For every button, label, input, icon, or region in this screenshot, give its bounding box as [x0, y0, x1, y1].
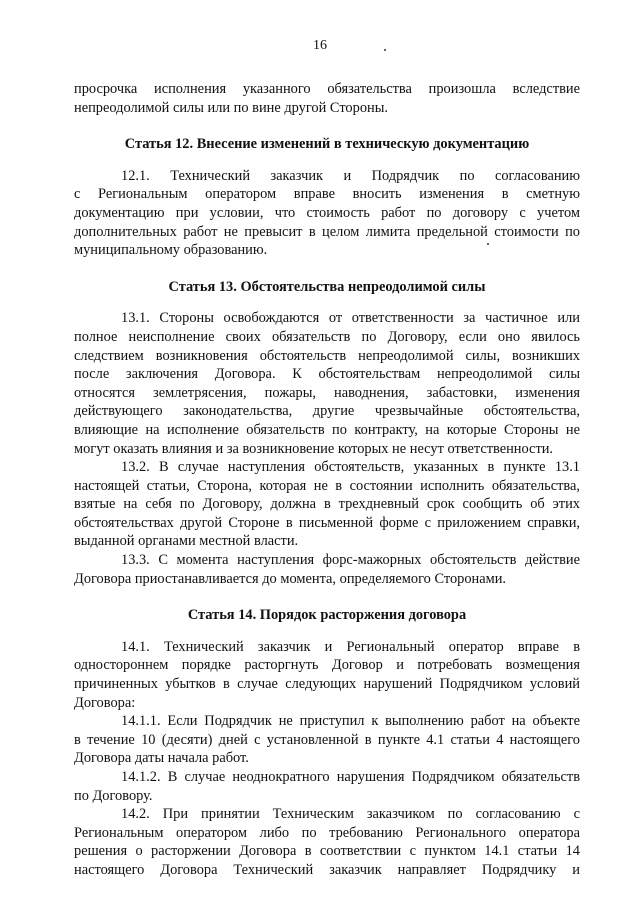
text-line: документацию при условии, что стоимость работ по договору с учетом — [74, 204, 580, 221]
clause-14-2 — [74, 805, 580, 879]
article-13-heading: Статья 13. Обстоятельства непреодолимой силы — [168, 278, 486, 295]
document-body — [74, 80, 580, 880]
text-line: 14.1.1. Если Подрядчик не приступил к выполнению работ на объекте — [121, 713, 580, 730]
text-line: влияющие на исполнение обязательств по контракту, на которые Стороны не — [74, 421, 580, 438]
article-12-heading: Статья 12. Внесение изменений в техническую документацию — [124, 136, 530, 153]
clause-14-1-2 — [74, 768, 580, 805]
text-line: Договора приостанавливается до момента, определяемого Сторонами. — [74, 570, 507, 587]
text-line: 13.3. С момента наступления форс-мажорных обстоятельств действие — [121, 552, 580, 569]
page-number: 16 — [313, 38, 327, 53]
text-line: взятые на себя по Договору, должна в трехдневный срок сообщить об этих — [74, 496, 580, 513]
clause-12-1 — [74, 167, 580, 260]
text-line: относятся землетрясения, пожары, наводнения, забастовки, изменения — [74, 384, 580, 401]
text-line: решения о расторжении Договора в соответствии с пунктом 14.1 статьи 14 — [74, 843, 580, 860]
text-line: Договора даты начала работ. — [74, 750, 249, 767]
text-line: непреодолимой силы или по вине другой Стороны. — [74, 99, 388, 116]
text-line: Региональным оператором либо по требованию Регионального оператора — [74, 824, 580, 841]
text-line: Договора: — [74, 694, 136, 711]
text-line: 13.1. Стороны освобождаются от ответственности за частичное или — [121, 310, 580, 327]
text-line: 14.1.2. В случае неоднократного нарушения Подрядчиком обязательств — [121, 769, 580, 785]
text-line: по Договору. — [74, 787, 153, 804]
text-line: причиненных убытков в случае следующих нарушений Подрядчиком условий — [74, 676, 580, 693]
scan-speck-dot — [384, 49, 386, 51]
text-line: обстоятельствах другой Стороне в письменной форме с приложением справки, — [74, 514, 580, 531]
text-line: полное неисполнение своих обязательств по Договору, если оно явилось — [74, 328, 580, 345]
clause-14-1 — [74, 638, 580, 712]
text-line: в течение 10 (десяти) дней с установленной в пункте 4.1 статьи 4 настоящего — [74, 731, 580, 748]
text-line: 14.2. При принятии Техническим заказчиком по согласованию с — [121, 806, 580, 823]
text-line: после заключения Договора. К обстоятельствам непреодолимой силы — [74, 366, 580, 383]
text-line: могут оказать влияния и за возникновение которых не несут ответственности. — [74, 440, 554, 457]
text-line: 12.1. Технический заказчик и Подрядчик по согласованию — [121, 167, 580, 184]
text-line: с Региональным оператором вправе вносить изменения в сметную — [74, 186, 580, 203]
text-line: действующего законодательства, другие чрезвычайные обстоятельства, — [74, 403, 580, 420]
text-line: 14.1. Технический заказчик и Региональный оператор вправе в — [121, 638, 580, 655]
clause-13-3 — [74, 551, 580, 588]
text-line: просрочка исполнения указанного обязательства произошла вследствие — [74, 81, 580, 97]
clause-13-2 — [74, 458, 580, 551]
text-line: дополнительных работ не превысит в целом лимита предельной стоимости по — [74, 223, 580, 240]
article-14-heading: Статья 14. Порядок расторжения договора — [187, 607, 467, 624]
text-line: одностороннем порядке расторгнуть Договор и потребовать возмещения — [74, 657, 580, 674]
text-line: настоящей статьи, Сторона, которая не в состоянии исполнить обязательства, — [74, 477, 580, 494]
clause-14-1-1 — [74, 712, 580, 768]
text-line: настоящего Договора Технический заказчик направляет Подрядчику и — [74, 861, 580, 878]
text-line: выданной органами местной власти. — [74, 533, 299, 550]
text-line: 13.2. В случае наступления обстоятельств, указанных в пункте 13.1 — [121, 459, 580, 476]
text-line: следствием возникновения обстоятельств непреодолимой силы, возникших — [74, 347, 580, 364]
text-line: муниципальному образованию. — [74, 242, 268, 259]
clause-13-1 — [74, 309, 580, 458]
paragraph-continued — [74, 80, 580, 117]
